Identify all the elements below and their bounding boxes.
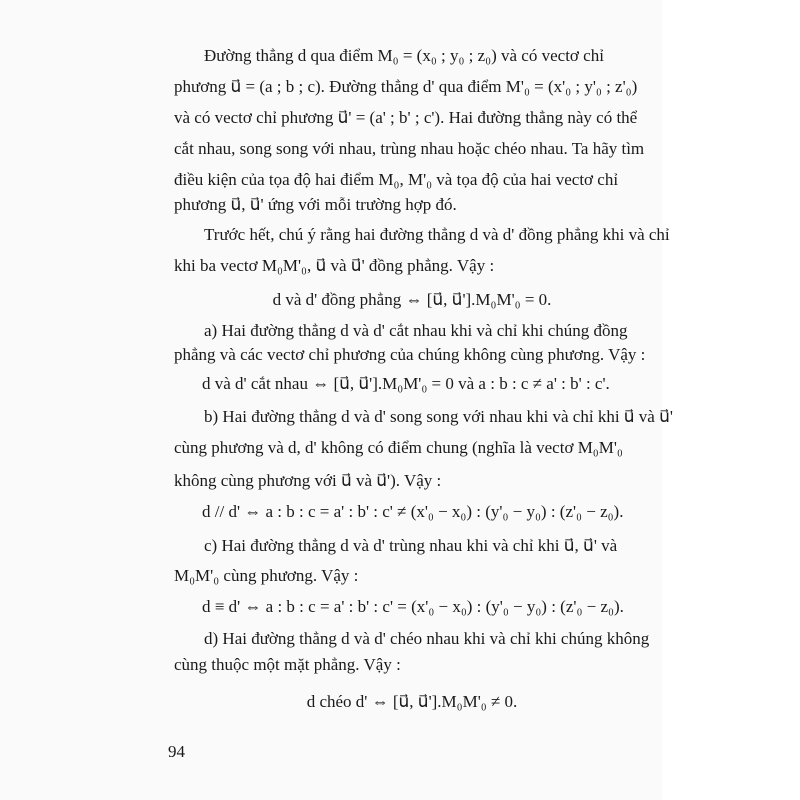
text-line: cắt nhau, song song với nhau, trùng nhau hoặc chéo nhau. Ta hãy tìm xyxy=(174,139,645,158)
text-line: và có vectơ chỉ phương u⃗' = (a' ; b' ; c'). Hai đường thẳng này có thể xyxy=(174,108,638,127)
text-line: a) Hai đường thẳng d và d' cắt nhau khi và chỉ khi chúng đồng xyxy=(204,321,628,340)
text-line: phương u⃗ = (a ; b ; c). Đường thẳng d' qua điểm M'₀ = (x'₀ ; y'₀ ; z'₀) xyxy=(174,77,638,96)
formula-coplanar: d và d' đồng phẳng ⇔ [u⃗, u⃗'].M₀M'₀ = 0. xyxy=(272,290,552,309)
formula-intersect: d và d' cắt nhau ⇔ [u⃗, u⃗'].M₀M'₀ = 0 và a : b : c ≠ a' : b' : c'. xyxy=(202,374,610,393)
text-line: cùng thuộc một mặt phẳng. Vậy : xyxy=(174,655,401,674)
text-line: cùng phương và d, d' không có điểm chung (nghĩa là vectơ M₀M'₀ xyxy=(174,438,623,457)
text-line: không cùng phương với u⃗ và u⃗'). Vậy : xyxy=(174,471,442,490)
text-line: phương u⃗, u⃗' ứng với mỗi trường hợp đó. xyxy=(174,195,457,214)
text-line: M₀M'₀ cùng phương. Vậy : xyxy=(174,566,359,585)
text-line: c) Hai đường thẳng d và d' trùng nhau khi và chỉ khi u⃗, u⃗' và xyxy=(204,536,618,555)
text-line: d) Hai đường thẳng d và d' chéo nhau khi và chỉ khi chúng không xyxy=(204,629,650,648)
text-line: Trước hết, chú ý rằng hai đường thẳng d và d' đồng phẳng khi và chỉ xyxy=(204,225,670,244)
formula-skew: d chéo d' ⇔ [u⃗, u⃗'].M₀M'₀ ≠ 0. xyxy=(306,692,518,711)
formula-parallel: d // d' ⇔ a : b : c = a' : b' : c' ≠ (x'₀ − x₀) : (y'₀ − y₀) : (z'₀ − z₀). xyxy=(202,502,624,521)
text-line: điều kiện của tọa độ hai điểm M₀, M'₀ và tọa độ của hai vectơ chỉ xyxy=(174,170,619,189)
page-margin xyxy=(662,0,800,800)
page-number: 94 xyxy=(168,742,185,761)
text-line: phẳng và các vectơ chỉ phương của chúng không cùng phương. Vậy : xyxy=(174,345,646,364)
formula-coincide: d ≡ d' ⇔ a : b : c = a' : b' : c' = (x'₀ − x₀) : (y'₀ − y₀) : (z'₀ − z₀). xyxy=(202,597,624,616)
text-line: Đường thẳng d qua điểm M₀ = (x₀ ; y₀ ; z₀) và có vectơ chỉ xyxy=(204,46,604,65)
text-line: b) Hai đường thẳng d và d' song song với nhau khi và chỉ khi u⃗ và u⃗' xyxy=(204,407,673,426)
text-line: khi ba vectơ M₀M'₀, u⃗ và u⃗' đồng phẳng. Vậy : xyxy=(174,256,495,275)
